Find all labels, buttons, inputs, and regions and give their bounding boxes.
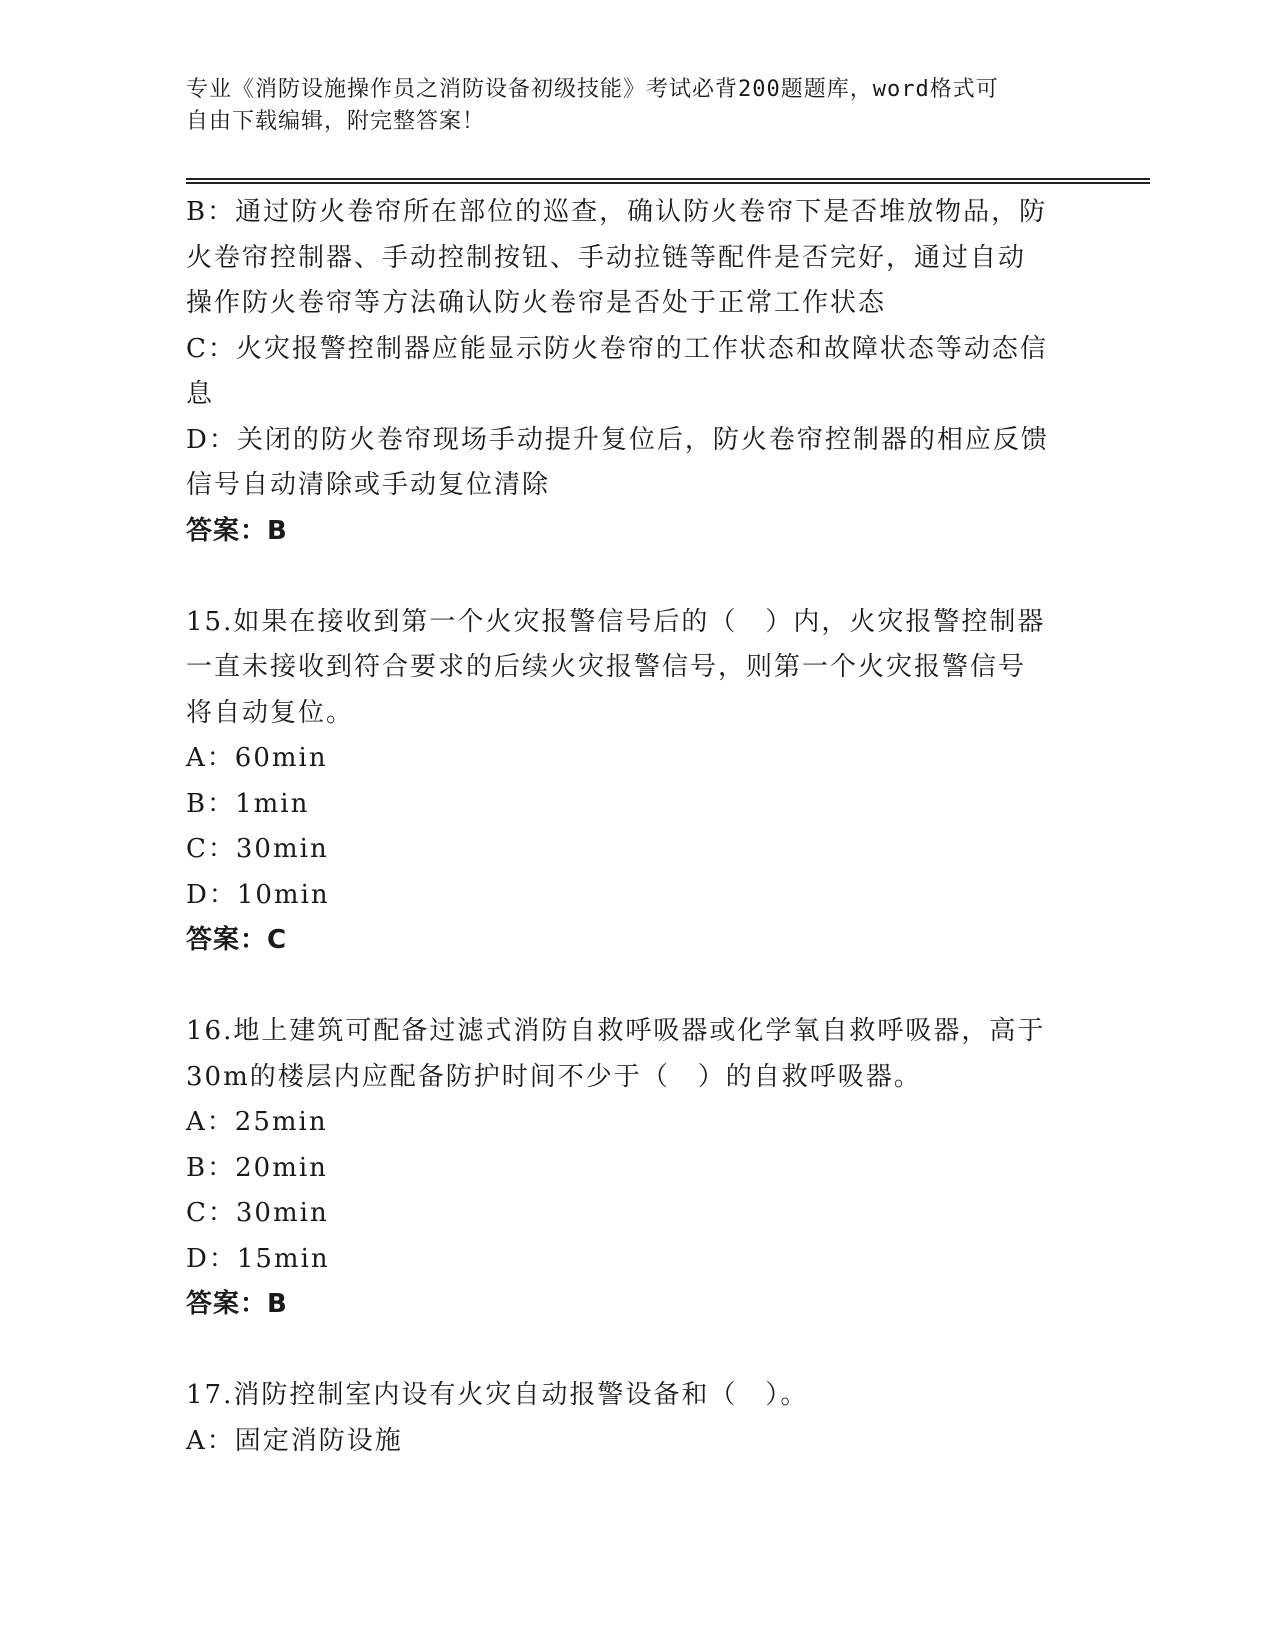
q15-stem-line-1: 15.如果在接收到第一个火灾报警信号后的（ ）内，火灾报警控制器 — [186, 606, 1046, 637]
q17-stem: 17.消防控制室内设有火灾自动报警设备和（ ）。 — [186, 1380, 809, 1410]
q14-option-c-line-2: 息 — [186, 379, 215, 409]
question-15 — [186, 600, 1086, 964]
q14-option-b-line-3: 操作防火卷帘等方法确认防火卷帘是否处于正常工作状态 — [186, 288, 887, 318]
q16-option-b: B：20min — [186, 1152, 328, 1183]
q14-option-c-line-1: C：火灾报警控制器应能显示防火卷帘的工作状态和故障状态等动态信 — [186, 333, 1048, 364]
spacer — [186, 554, 1086, 600]
q15-option-d: D：10min — [186, 879, 330, 910]
q14-answer: 答案：B — [186, 515, 288, 546]
question-16 — [186, 1009, 1086, 1328]
spacer — [186, 1328, 1086, 1374]
q15-stem-line-2: 一直未接收到符合要求的后续火灾报警信号，则第一个火灾报警信号 — [186, 652, 1027, 682]
spacer — [186, 964, 1086, 1010]
q16-option-d: D：15min — [186, 1243, 330, 1274]
question-content — [186, 190, 1086, 1464]
header-line-2: 自由下载编辑，附完整答案！ — [186, 109, 486, 134]
q14-option-b-line-2: 火卷帘控制器、手动控制按钮、手动拉链等配件是否完好，通过自动 — [186, 242, 1027, 273]
q15-stem-line-3: 将自动复位。 — [186, 697, 355, 728]
q16-option-a: A：25min — [186, 1107, 328, 1137]
question-14-remainder — [186, 190, 1086, 554]
q14-option-d-line-1: D：关闭的防火卷帘现场手动提升复位后，防火卷帘控制器的相应反馈 — [186, 424, 1049, 455]
header-divider — [186, 178, 1150, 184]
q14-option-d-line-2: 信号自动清除或手动复位清除 — [186, 470, 551, 500]
q14-option-b-line-1: B：通过防火卷帘所在部位的巡查，确认防火卷帘下是否堆放物品，防 — [186, 197, 1048, 227]
q15-option-b: B：1min — [186, 788, 310, 819]
q15-option-a: A：60min — [186, 743, 328, 773]
q16-stem-line-1: 16.地上建筑可配备过滤式消防自救呼吸器或化学氧自救呼吸器，高于 — [186, 1016, 1046, 1046]
document-header — [186, 74, 1066, 138]
q16-option-c: C：30min — [186, 1198, 329, 1228]
q16-stem-line-2: 30m的楼层内应配备防护时间不少于（ ）的自救呼吸器。 — [186, 1061, 922, 1092]
question-17 — [186, 1373, 1086, 1464]
q15-option-c: C：30min — [186, 834, 329, 864]
header-line-1: 专业《消防设施操作员之消防设备初级技能》考试必背200题题库，word格式可 — [186, 77, 999, 102]
q15-answer: 答案：C — [186, 925, 288, 955]
q16-answer: 答案：B — [186, 1289, 288, 1319]
q17-option-a: A：固定消防设施 — [186, 1425, 403, 1456]
